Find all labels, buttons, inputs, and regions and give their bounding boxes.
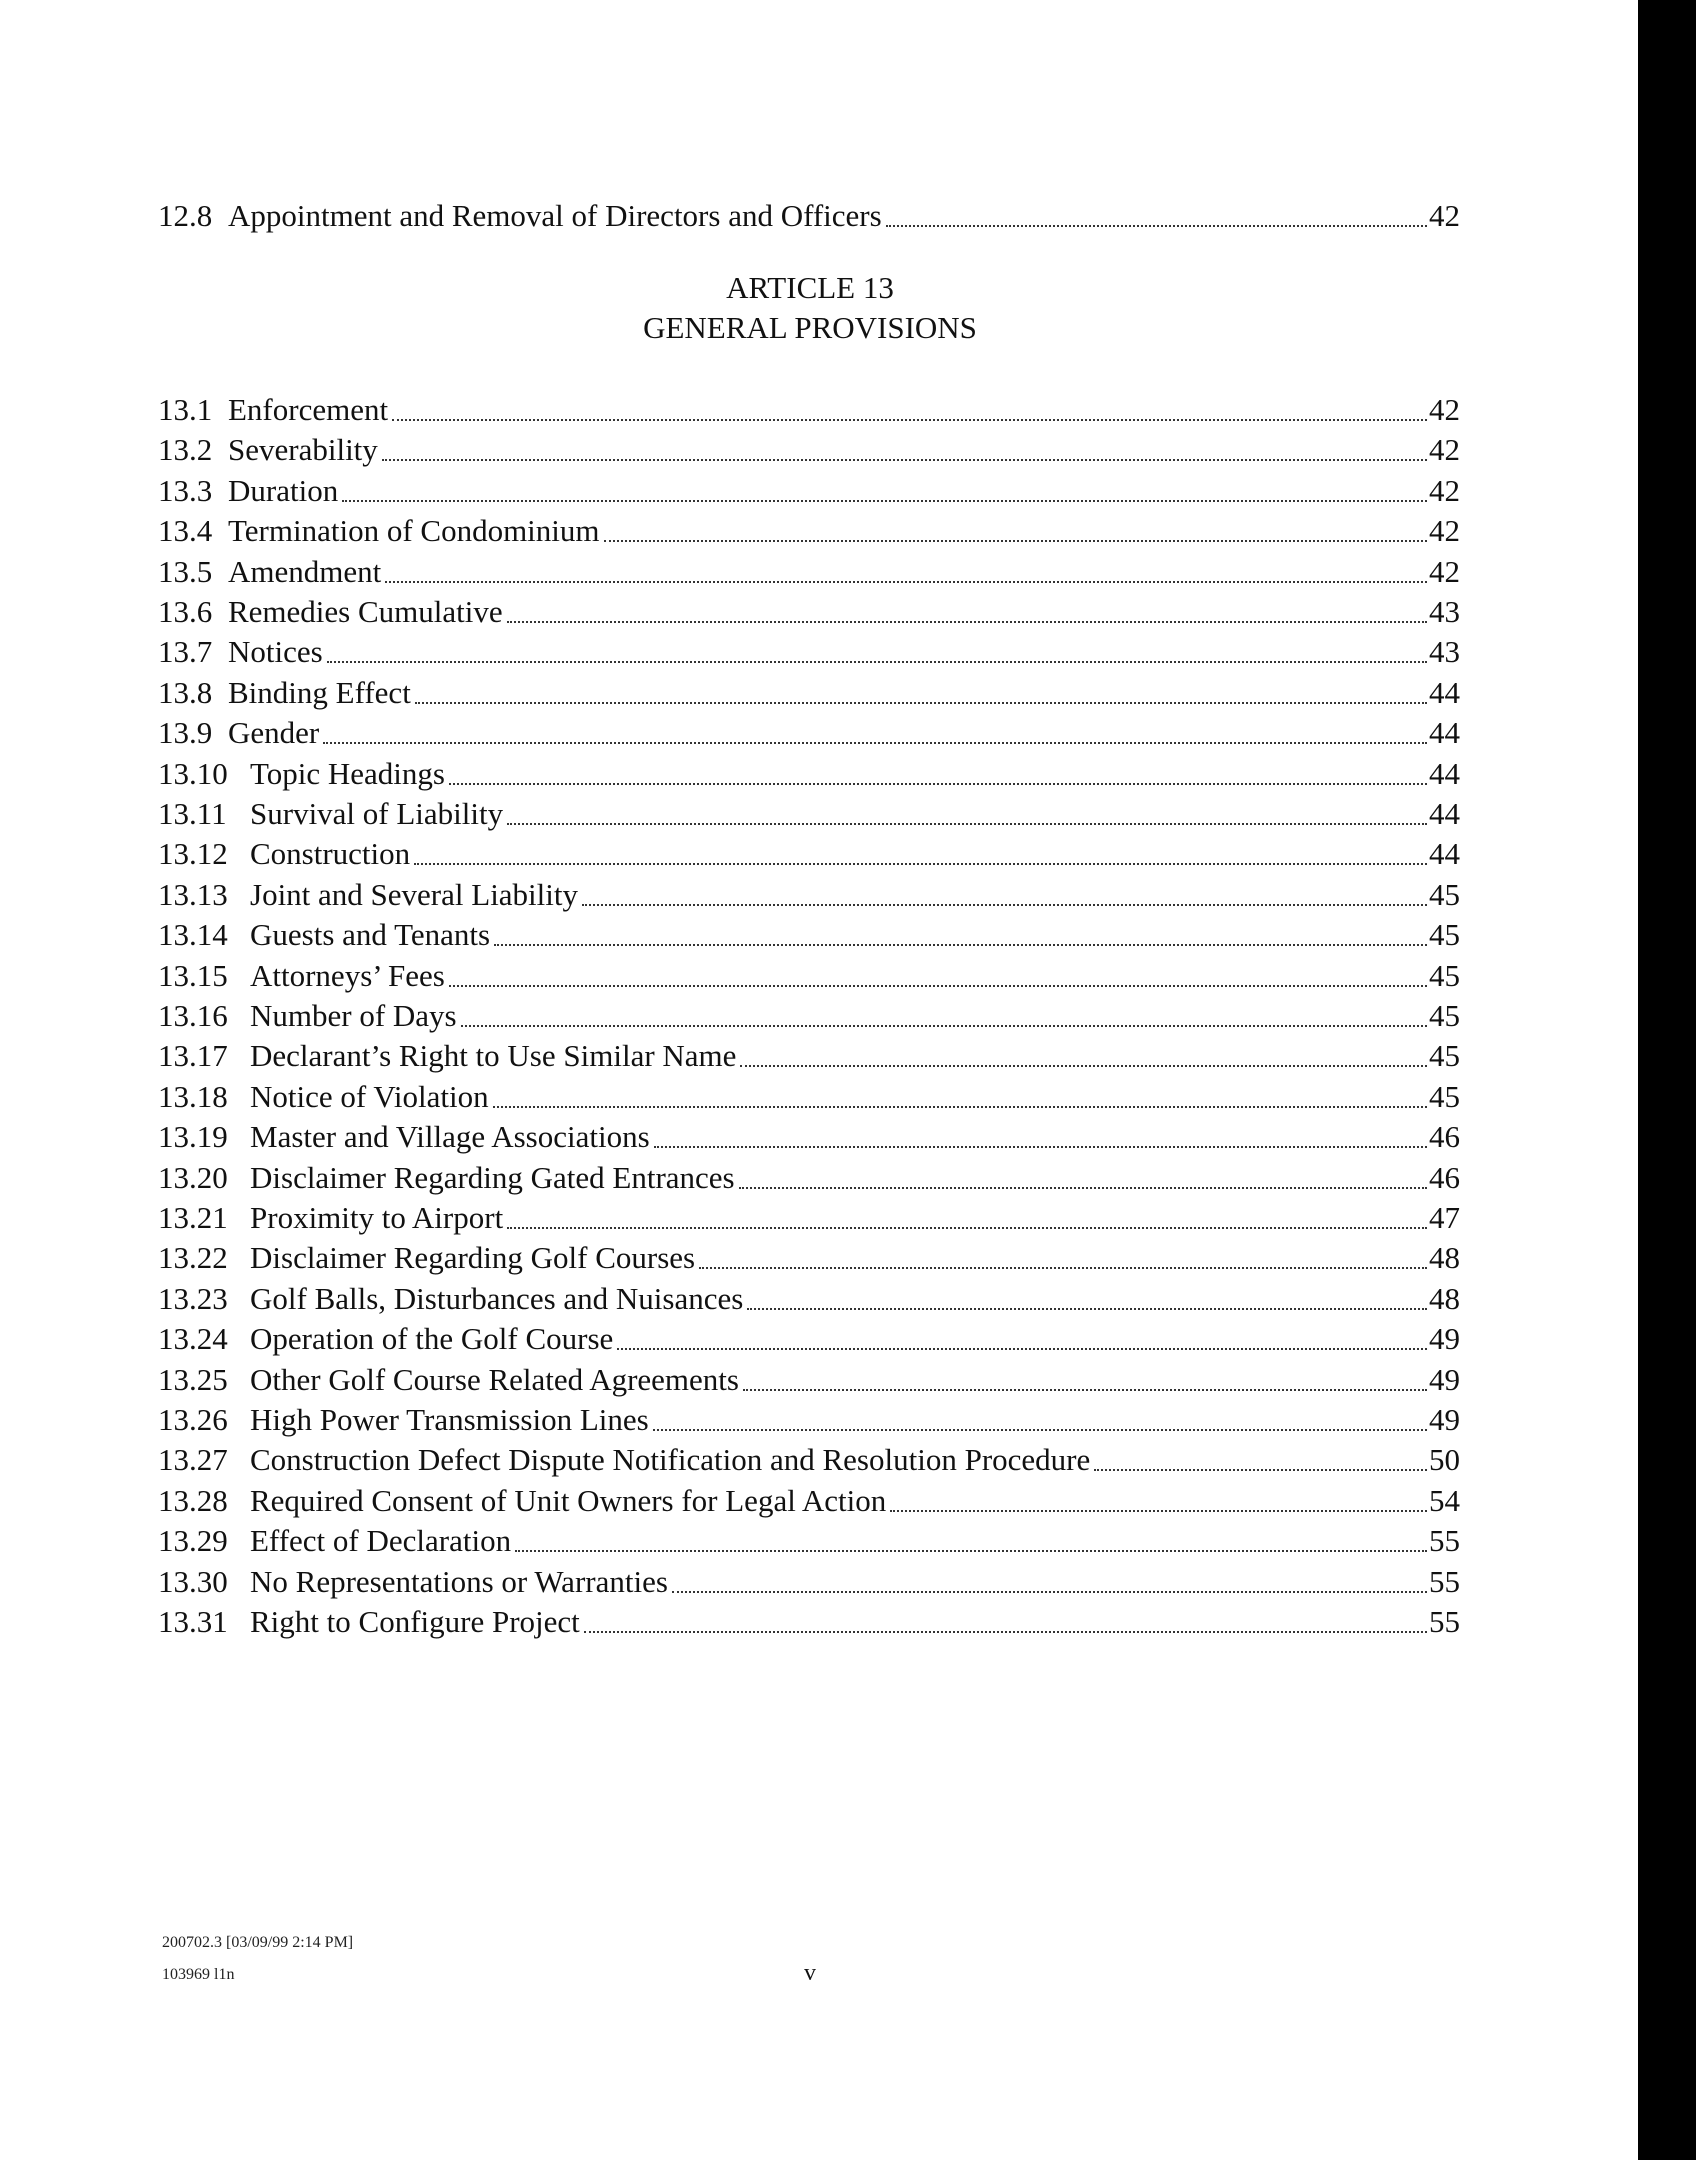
- dot-leader: [494, 943, 1427, 946]
- dot-leader: [515, 1549, 1427, 1552]
- dot-leader: [747, 1307, 1427, 1310]
- dot-leader: [392, 418, 1427, 421]
- toc-entry: [158, 790, 1460, 834]
- toc-entry: [158, 1194, 1460, 1238]
- toc-entry: [158, 1356, 1460, 1400]
- toc-entry-title: Amendment: [228, 554, 382, 589]
- toc-entry: [158, 1477, 1460, 1521]
- page-number: v: [804, 1960, 816, 1986]
- toc-entry: [158, 426, 1460, 470]
- toc-entry-number: 13.27: [158, 1442, 228, 1477]
- toc-entry: [158, 750, 1460, 794]
- dot-leader: [461, 1024, 1427, 1027]
- dot-leader: [699, 1266, 1427, 1269]
- toc-entry: [158, 1396, 1460, 1440]
- toc-entry-title: Golf Balls, Disturbances and Nuisances: [250, 1281, 744, 1316]
- toc-entry-page: 50: [1429, 1442, 1460, 1477]
- dot-leader: [449, 984, 1427, 987]
- dot-leader: [323, 741, 1427, 744]
- toc-entry-page: 48: [1429, 1240, 1460, 1275]
- toc-entry: [158, 507, 1460, 551]
- dot-leader: [449, 782, 1427, 785]
- toc-entry-number: 13.15: [158, 958, 228, 993]
- file-id: 103969 l1n: [162, 1966, 235, 1983]
- toc-entry-title: Attorneys’ Fees: [250, 958, 445, 993]
- toc-entry: [158, 669, 1460, 713]
- dot-leader: [739, 1186, 1427, 1189]
- toc-entry-title: Guests and Tenants: [250, 917, 491, 952]
- toc-entry-title: Severability: [228, 432, 378, 467]
- dot-leader: [507, 1226, 1427, 1229]
- toc-entry-number: 13.25: [158, 1362, 228, 1397]
- toc-entry-title: No Representations or Warranties: [250, 1564, 668, 1599]
- dot-leader: [493, 1105, 1427, 1108]
- toc-entry-number: 13.9: [158, 715, 213, 750]
- toc-entry: [158, 1315, 1460, 1359]
- toc-entry-page: 55: [1429, 1523, 1460, 1558]
- toc-entry-title: Number of Days: [250, 998, 457, 1033]
- toc-entry-number: 13.12: [158, 836, 228, 871]
- dot-leader: [507, 822, 1427, 825]
- toc-entry-number: 13.21: [158, 1200, 228, 1235]
- toc-entry-title: Disclaimer Regarding Gated Entrances: [250, 1160, 735, 1195]
- toc-entry: [158, 1436, 1460, 1480]
- toc-entry: [158, 1598, 1460, 1642]
- toc-entry: [158, 1558, 1460, 1602]
- toc-entry-title: Topic Headings: [250, 756, 445, 791]
- toc-entry-page: 43: [1429, 634, 1460, 669]
- toc-entry: [158, 1154, 1460, 1198]
- toc-entry: [158, 1113, 1460, 1157]
- toc-entry-page: 45: [1429, 877, 1460, 912]
- toc-entry-number: 13.29: [158, 1523, 228, 1558]
- toc-entry-number: 13.30: [158, 1564, 228, 1599]
- toc-entry-page: 46: [1429, 1160, 1460, 1195]
- toc-entry-title: High Power Transmission Lines: [250, 1402, 649, 1437]
- toc-entry-number: 13.2: [158, 432, 213, 467]
- dot-leader: [604, 539, 1427, 542]
- toc-entry-page: 54: [1429, 1483, 1460, 1518]
- toc-entry-title: Notice of Violation: [250, 1079, 489, 1114]
- toc-entry-page: 45: [1429, 958, 1460, 993]
- toc-entry-title: Construction Defect Dispute Notification and Resolution Procedure: [250, 1442, 1091, 1477]
- toc-entry-number: 13.11: [158, 796, 227, 831]
- toc-entry-title: Survival of Liability: [250, 796, 504, 831]
- dot-leader: [415, 701, 1427, 704]
- scan-edge: [1638, 0, 1696, 2160]
- toc-entry-number: 13.14: [158, 917, 228, 952]
- toc-entry: [158, 992, 1460, 1036]
- toc-entry-number: 13.5: [158, 554, 213, 589]
- toc-entry-12-8: [158, 192, 1460, 236]
- toc-entry: [158, 467, 1460, 511]
- toc-entry-number: 13.28: [158, 1483, 228, 1518]
- toc-entry-number: 13.17: [158, 1038, 228, 1073]
- article-title: GENERAL PROVISIONS: [643, 310, 977, 345]
- toc-entry: [158, 1073, 1460, 1117]
- toc-entry: [158, 911, 1460, 955]
- toc-entry-number: 13.31: [158, 1604, 228, 1639]
- toc-entry-page: 42: [1429, 198, 1460, 233]
- dot-leader: [382, 458, 1427, 461]
- toc-entry-page: 42: [1429, 432, 1460, 467]
- toc-entry-title: Operation of the Golf Course: [250, 1321, 614, 1356]
- toc-entry-title: Other Golf Course Related Agreements: [250, 1362, 739, 1397]
- dot-leader: [327, 660, 1427, 663]
- toc-entry-number: 13.24: [158, 1321, 228, 1356]
- toc-entry-title: Declarant’s Right to Use Similar Name: [250, 1038, 737, 1073]
- toc-entry-number: 13.22: [158, 1240, 228, 1275]
- toc-entry-title: Appointment and Removal of Directors and Officers: [228, 198, 882, 233]
- toc-entry-page: 44: [1429, 715, 1460, 750]
- dot-leader: [890, 1509, 1427, 1512]
- toc-entry-page: 45: [1429, 1079, 1460, 1114]
- toc-entry-page: 55: [1429, 1564, 1460, 1599]
- dot-leader: [886, 224, 1427, 227]
- dot-leader: [743, 1388, 1427, 1391]
- toc-entry: [158, 952, 1460, 996]
- toc-entry-title: Right to Configure Project: [250, 1604, 580, 1639]
- toc-entry-number: 13.8: [158, 675, 213, 710]
- dot-leader: [1094, 1468, 1427, 1471]
- toc-entry-number: 13.19: [158, 1119, 228, 1154]
- toc-entry-page: 42: [1429, 513, 1460, 548]
- toc-entry-page: 43: [1429, 594, 1460, 629]
- toc-entry-page: 42: [1429, 473, 1460, 508]
- toc-entry-page: 44: [1429, 675, 1460, 710]
- toc-entry-title: Binding Effect: [228, 675, 411, 710]
- toc-entry-number: 13.26: [158, 1402, 228, 1437]
- toc-entry: [158, 830, 1460, 874]
- toc-entry-page: 45: [1429, 998, 1460, 1033]
- toc-entry: [158, 871, 1460, 915]
- article-label: ARTICLE 13: [726, 270, 894, 305]
- toc-entry-title: Construction: [250, 836, 411, 871]
- toc-entry-number: 13.3: [158, 473, 213, 508]
- toc-entry-number: 13.13: [158, 877, 228, 912]
- toc-entry-title: Effect of Declaration: [250, 1523, 512, 1558]
- toc-entry-number: 13.6: [158, 594, 213, 629]
- toc-entry: [158, 1275, 1460, 1319]
- dot-leader: [653, 1428, 1427, 1431]
- toc-entry-title: Notices: [228, 634, 323, 669]
- toc-entry-page: 42: [1429, 392, 1460, 427]
- toc-entry-title: Proximity to Airport: [250, 1200, 504, 1235]
- toc-entry: [158, 1032, 1460, 1076]
- dot-leader: [654, 1145, 1427, 1148]
- dot-leader: [617, 1347, 1427, 1350]
- toc-entry-number: 13.23: [158, 1281, 228, 1316]
- toc-entry-page: 46: [1429, 1119, 1460, 1154]
- toc-entry-number: 13.7: [158, 634, 213, 669]
- toc-entry-page: 44: [1429, 756, 1460, 791]
- toc-entry-page: 42: [1429, 554, 1460, 589]
- document-id: 200702.3 [03/09/99 2:14 PM]: [162, 1934, 354, 1951]
- dot-leader: [740, 1064, 1427, 1067]
- toc-entry-number: 12.8: [158, 198, 213, 233]
- toc-entry-title: Joint and Several Liability: [250, 877, 579, 912]
- toc-entry-number: 13.4: [158, 513, 213, 548]
- toc-entry-title: Required Consent of Unit Owners for Legal Action: [250, 1483, 887, 1518]
- toc-entry: [158, 386, 1460, 430]
- toc-entry-title: Enforcement: [228, 392, 389, 427]
- toc-entry-title: Disclaimer Regarding Golf Courses: [250, 1240, 696, 1275]
- toc-entry-page: 49: [1429, 1402, 1460, 1437]
- dot-leader: [507, 620, 1427, 623]
- toc-entry-page: 49: [1429, 1321, 1460, 1356]
- toc-entry-page: 44: [1429, 796, 1460, 831]
- toc-entry-number: 13.10: [158, 756, 228, 791]
- toc-entry-title: Gender: [228, 715, 320, 750]
- toc-entry: [158, 548, 1460, 592]
- dot-leader: [414, 862, 1427, 865]
- dot-leader: [672, 1590, 1427, 1593]
- toc-entry-page: 44: [1429, 836, 1460, 871]
- toc-entry-title: Termination of Condominium: [228, 513, 600, 548]
- toc-entry-number: 13.16: [158, 998, 228, 1033]
- toc-entry: [158, 709, 1460, 753]
- toc-entry-page: 49: [1429, 1362, 1460, 1397]
- toc-entry-page: 48: [1429, 1281, 1460, 1316]
- dot-leader: [584, 1630, 1427, 1633]
- dot-leader: [385, 580, 1427, 583]
- toc-entry-page: 45: [1429, 1038, 1460, 1073]
- toc-entry-number: 13.18: [158, 1079, 228, 1114]
- toc-entry: [158, 588, 1460, 632]
- dot-leader: [582, 903, 1427, 906]
- toc-entry-page: 55: [1429, 1604, 1460, 1639]
- dot-leader: [342, 499, 1427, 502]
- toc-entry: [158, 628, 1460, 672]
- toc-entry-title: Master and Village Associations: [250, 1119, 650, 1154]
- toc-entry-page: 45: [1429, 917, 1460, 952]
- toc-entry-title: Remedies Cumulative: [228, 594, 503, 629]
- toc-entry-page: 47: [1429, 1200, 1460, 1235]
- toc-entry: [158, 1234, 1460, 1278]
- toc-entry-number: 13.20: [158, 1160, 228, 1195]
- toc-entry: [158, 1517, 1460, 1561]
- toc-entry-number: 13.1: [158, 392, 213, 427]
- toc-entry-title: Duration: [228, 473, 339, 508]
